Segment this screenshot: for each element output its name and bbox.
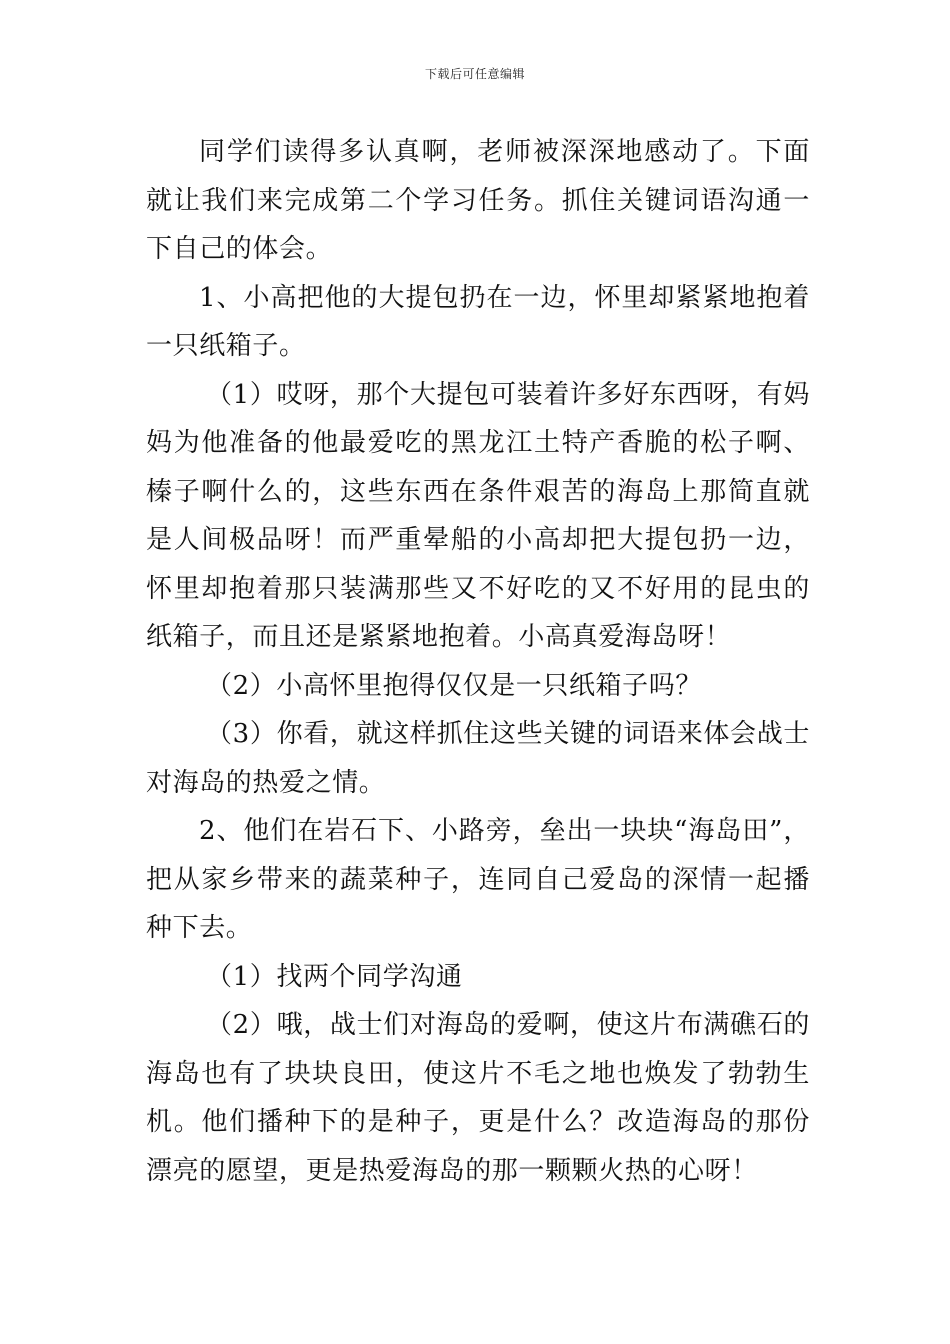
paragraph-item-1: 1、小高把他的大提包扔在一边，怀里却紧紧地抱着一只纸箱子。 (146, 282, 810, 361)
page-header-note: 下载后可任意编辑 (424, 67, 525, 81)
paragraph-item-1-point-1: （1）哎呀，那个大提包可装着许多好东西呀，有妈妈为他准备的他最爱吃的黑龙江土特产香脆的松子啊、榛子啊什么的，这些东西在条件艰苦的海岛上那简直就是人间极品呀！而严重晕船的小高却把大提包扔一边，怀里却抱着那只装满那些又不好吃的又不好用的昆虫的纸箱子，而且还是紧紧地抱着。小高真爱海岛呀！ (146, 379, 810, 652)
paragraph-item-2-point-2: （2）哦，战士们对海岛的爱啊，使这片布满礁石的海岛也有了块块良田，使这片不毛之地也焕发了勃勃生机。他们播种下的是种子，更是什么？改造海岛的那份漂亮的愿望，更是热爱海岛的那一颗颗火热的心呀！ (146, 1010, 810, 1186)
paragraph-item-1-point-3: （3）你看，就这样抓住这些关键的词语来体会战士对海岛的热爱之情。 (146, 719, 810, 798)
paragraph-intro: 同学们读得多认真啊，老师被深深地感动了。下面就让我们来完成第二个学习任务。抓住关键词语沟通一下自己的体会。 (146, 137, 810, 264)
paragraph-item-2-point-1: （1）找两个同学沟通 (206, 961, 463, 992)
document-body (146, 128, 810, 1195)
paragraph-item-2: 2、他们在岩石下、小路旁，垒出一块块“海岛田”，把从家乡带来的蔬菜种子，连同自己爱岛的深情一起播种下去。 (146, 816, 810, 943)
paragraph-item-1-point-2: （2）小高怀里抱得仅仅是一只纸箱子吗？ (206, 670, 702, 701)
